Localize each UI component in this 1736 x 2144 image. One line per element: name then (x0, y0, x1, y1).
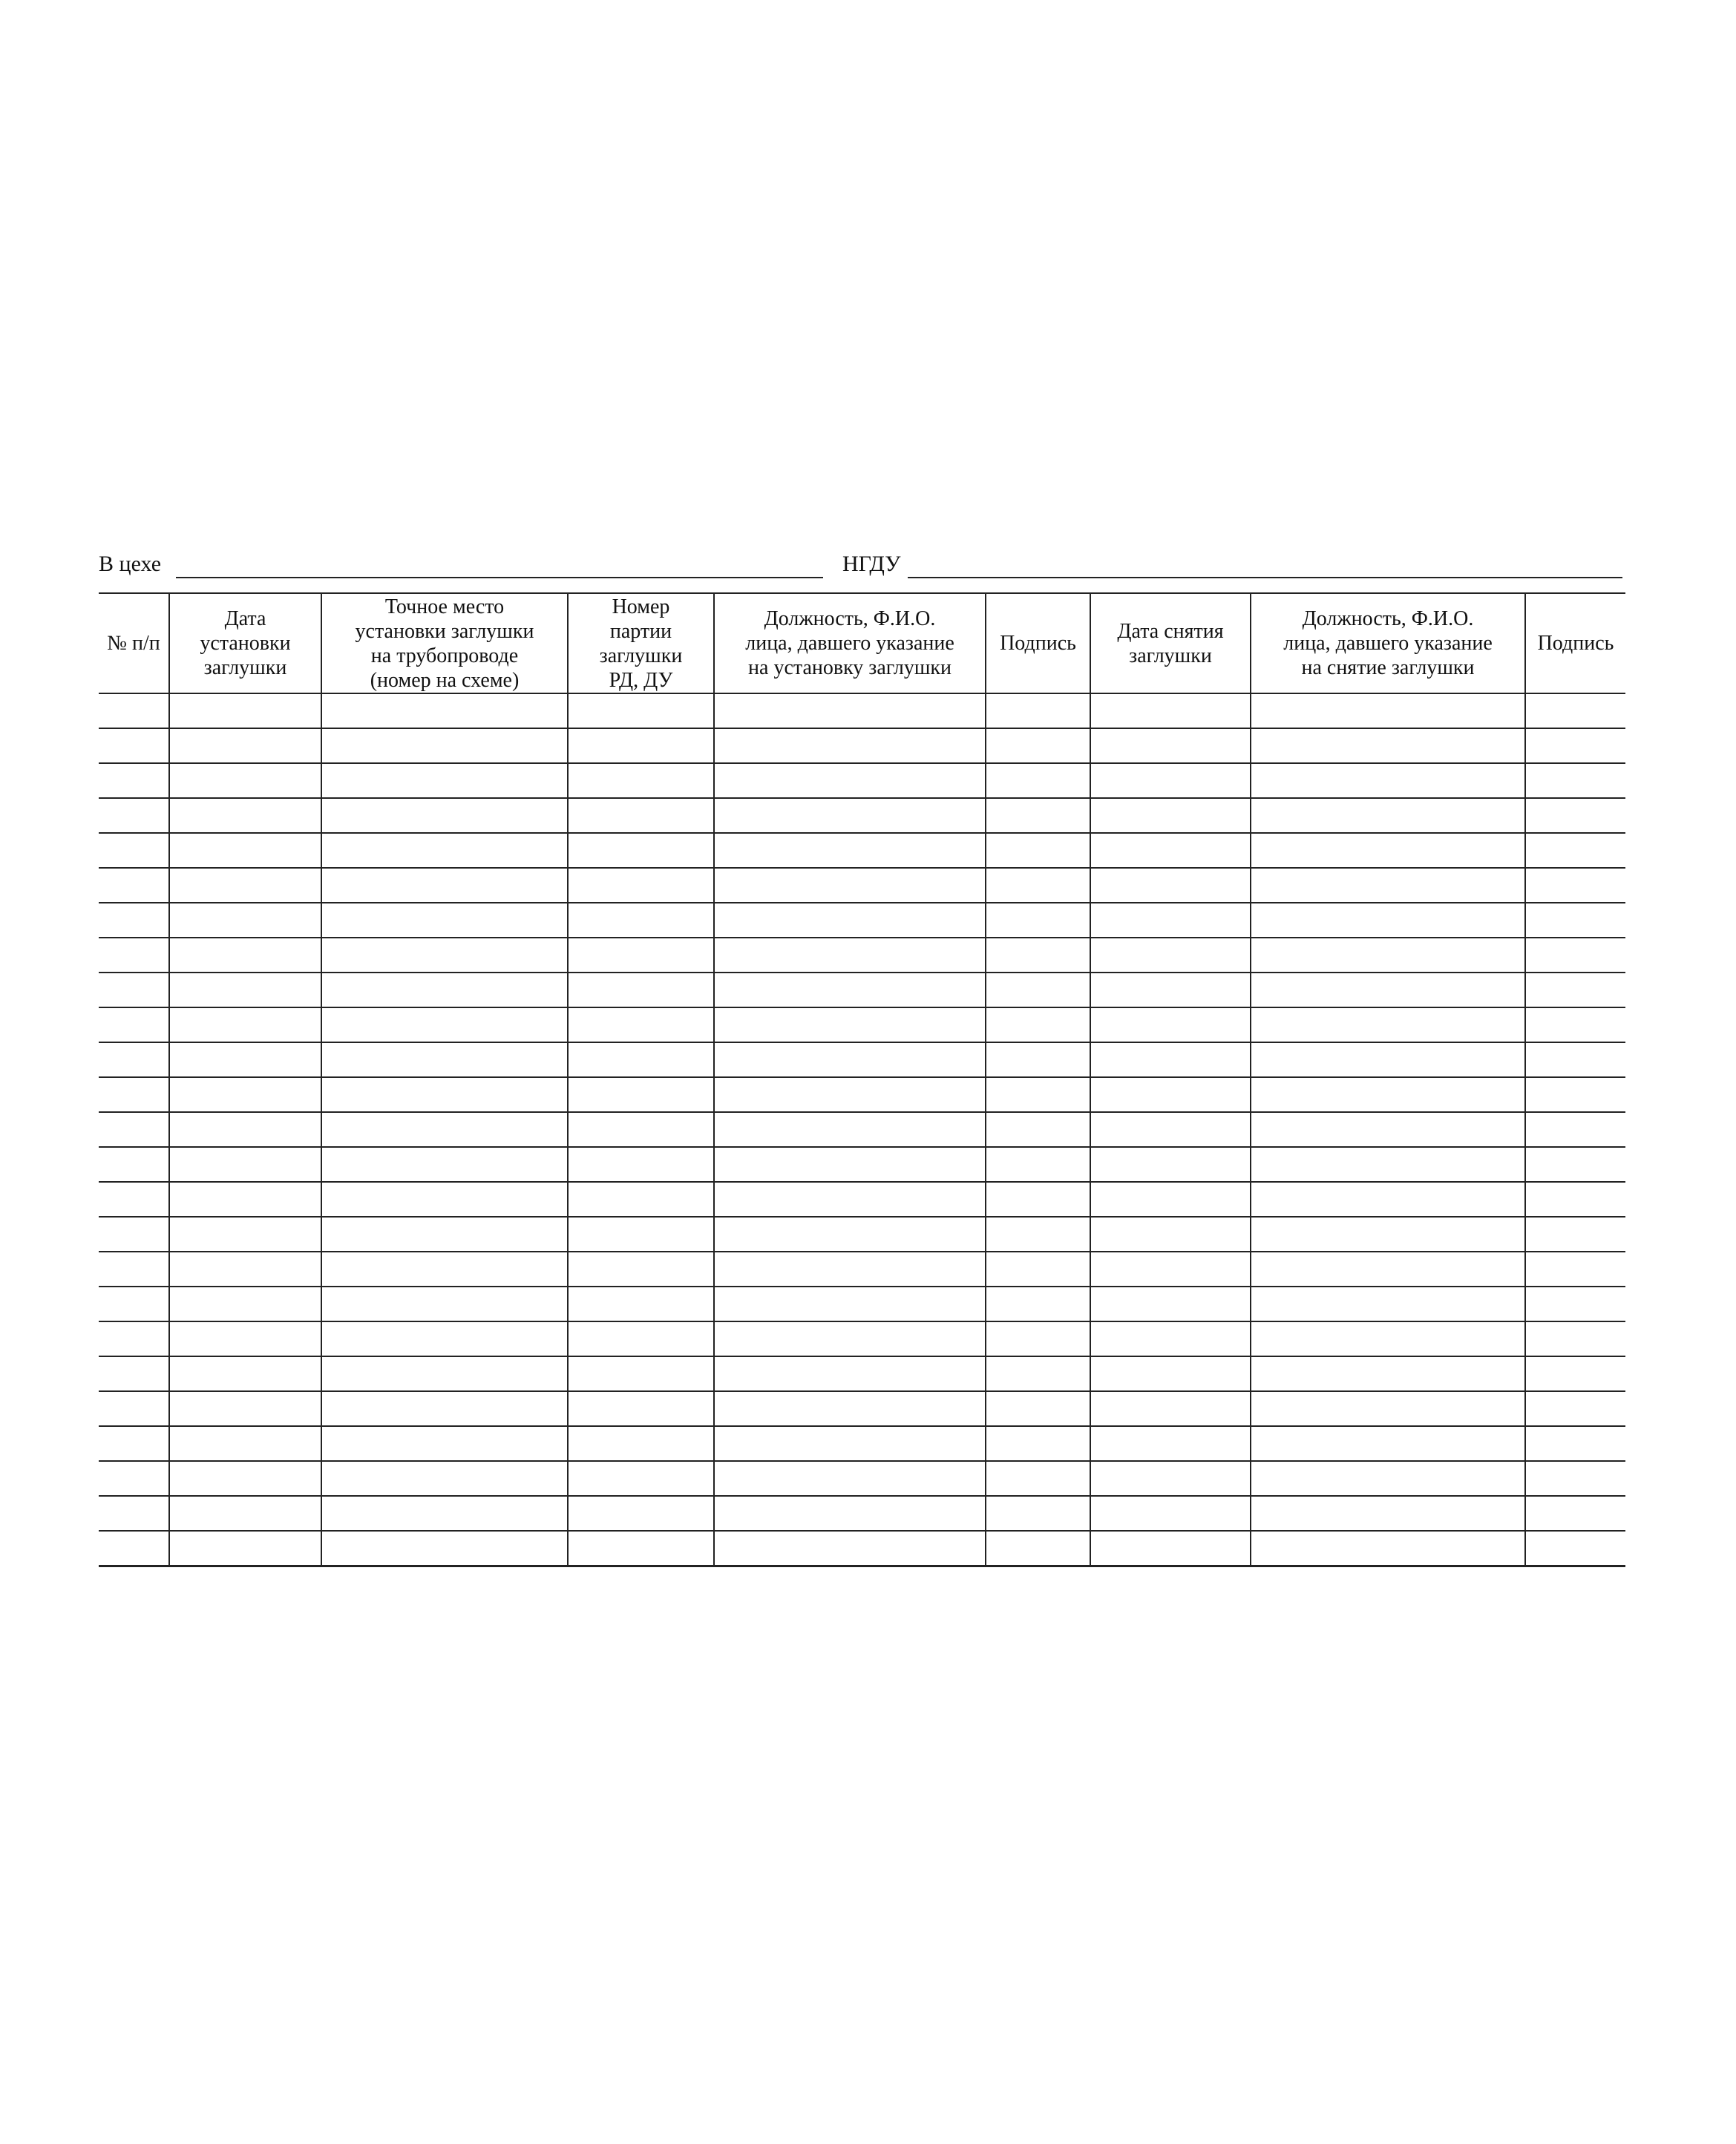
table-cell[interactable] (1525, 973, 1625, 1007)
header-line (99, 547, 1622, 584)
table-cell[interactable] (99, 1287, 169, 1321)
table-row (99, 1147, 1625, 1182)
table-cell[interactable] (321, 1287, 568, 1321)
table-cell[interactable] (1090, 1356, 1251, 1391)
table-row (99, 1077, 1625, 1112)
table-cell[interactable] (568, 903, 714, 938)
table-cell[interactable] (1090, 938, 1251, 973)
table-row (99, 938, 1625, 973)
table-cell[interactable] (99, 1461, 169, 1496)
table-cell[interactable] (169, 868, 321, 903)
table-cell[interactable] (986, 1147, 1090, 1182)
table-cell[interactable] (1090, 1461, 1251, 1496)
table-cell[interactable] (1251, 1461, 1525, 1496)
table-cell[interactable] (1251, 1182, 1525, 1217)
table-cell[interactable] (1090, 728, 1251, 763)
column-header-install-date: Дата установки заглушки (169, 593, 321, 693)
table-cell[interactable] (568, 1321, 714, 1356)
table-cell[interactable] (714, 1287, 986, 1321)
table-cell[interactable] (1525, 1356, 1625, 1391)
table-cell[interactable] (568, 1391, 714, 1426)
table-cell[interactable] (1090, 903, 1251, 938)
table-cell[interactable] (1251, 1287, 1525, 1321)
table-cell[interactable] (1525, 1147, 1625, 1182)
table-cell[interactable] (1251, 693, 1525, 728)
table-cell[interactable] (986, 1426, 1090, 1461)
table-cell[interactable] (1525, 1287, 1625, 1321)
table-cell[interactable] (169, 693, 321, 728)
table-cell[interactable] (99, 1042, 169, 1077)
table-cell[interactable] (1090, 1496, 1251, 1531)
table-cell[interactable] (321, 1426, 568, 1461)
table-row (99, 1112, 1625, 1147)
table-cell[interactable] (321, 1252, 568, 1287)
table-cell[interactable] (986, 938, 1090, 973)
table-row (99, 833, 1625, 868)
table-cell[interactable] (169, 1182, 321, 1217)
table-cell[interactable] (986, 763, 1090, 798)
table-cell[interactable] (99, 868, 169, 903)
table-cell[interactable] (99, 1391, 169, 1426)
table-row (99, 1531, 1625, 1566)
table-cell[interactable] (1251, 1217, 1525, 1252)
table-cell[interactable] (1090, 1287, 1251, 1321)
table-cell[interactable] (568, 1252, 714, 1287)
table-row (99, 903, 1625, 938)
table-cell[interactable] (1525, 833, 1625, 868)
workshop-field[interactable] (176, 549, 823, 578)
table-cell[interactable] (714, 1182, 986, 1217)
table-cell[interactable] (1525, 1182, 1625, 1217)
table-cell[interactable] (169, 938, 321, 973)
table-cell[interactable] (169, 798, 321, 833)
table-cell[interactable] (568, 1147, 714, 1182)
table-row (99, 1426, 1625, 1461)
table-cell[interactable] (169, 1426, 321, 1461)
table-cell[interactable] (321, 868, 568, 903)
table-cell[interactable] (714, 903, 986, 938)
table-cell[interactable] (1090, 1252, 1251, 1287)
table-cell[interactable] (169, 1252, 321, 1287)
table-cell[interactable] (321, 1531, 568, 1566)
table-cell[interactable] (321, 1007, 568, 1042)
table-cell[interactable] (1251, 1531, 1525, 1566)
table-cell[interactable] (986, 798, 1090, 833)
table-cell[interactable] (714, 1147, 986, 1182)
table-cell[interactable] (986, 1112, 1090, 1147)
table-cell[interactable] (1251, 1147, 1525, 1182)
table-cell[interactable] (1525, 1112, 1625, 1147)
table-cell[interactable] (321, 973, 568, 1007)
table-cell[interactable] (169, 1007, 321, 1042)
column-header-install-signature: Подпись (986, 593, 1090, 693)
table-cell[interactable] (1251, 973, 1525, 1007)
table-cell[interactable] (1090, 1147, 1251, 1182)
table-cell[interactable] (169, 1112, 321, 1147)
table-cell[interactable] (986, 1217, 1090, 1252)
table-cell[interactable] (99, 1531, 169, 1566)
table-cell[interactable] (714, 798, 986, 833)
table-cell[interactable] (568, 1356, 714, 1391)
table-cell[interactable] (99, 1321, 169, 1356)
table-cell[interactable] (714, 1426, 986, 1461)
table-cell[interactable] (714, 763, 986, 798)
table-cell[interactable] (1251, 1496, 1525, 1531)
table-row (99, 1007, 1625, 1042)
table-cell[interactable] (321, 938, 568, 973)
table-cell[interactable] (169, 763, 321, 798)
table-cell[interactable] (1525, 728, 1625, 763)
table-cell[interactable] (169, 1321, 321, 1356)
table-cell[interactable] (169, 1391, 321, 1426)
table-cell[interactable] (1090, 1007, 1251, 1042)
table-cell[interactable] (169, 728, 321, 763)
table-cell[interactable] (169, 1496, 321, 1531)
table-cell[interactable] (714, 1391, 986, 1426)
table-cell[interactable] (1251, 868, 1525, 903)
table-cell[interactable] (1525, 1391, 1625, 1426)
table-cell[interactable] (714, 833, 986, 868)
table-cell[interactable] (99, 1147, 169, 1182)
ngdu-field[interactable] (908, 549, 1622, 578)
table-row (99, 868, 1625, 903)
table-cell[interactable] (321, 1147, 568, 1182)
table-cell[interactable] (99, 798, 169, 833)
table-cell[interactable] (99, 973, 169, 1007)
table-cell[interactable] (714, 1531, 986, 1566)
table-cell[interactable] (1251, 1007, 1525, 1042)
table-cell[interactable] (714, 1461, 986, 1496)
table-cell[interactable] (1090, 763, 1251, 798)
table-cell[interactable] (1090, 693, 1251, 728)
table-cell[interactable] (169, 973, 321, 1007)
table-cell[interactable] (568, 1077, 714, 1112)
table-cell[interactable] (986, 1531, 1090, 1566)
table-cell[interactable] (321, 763, 568, 798)
table-row (99, 1356, 1625, 1391)
table-cell[interactable] (568, 693, 714, 728)
table-cell[interactable] (714, 1077, 986, 1112)
table-cell[interactable] (1090, 1042, 1251, 1077)
table-cell[interactable] (1525, 868, 1625, 903)
table-cell[interactable] (99, 1496, 169, 1531)
table-cell[interactable] (568, 1112, 714, 1147)
table-cell[interactable] (1525, 1217, 1625, 1252)
table-cell[interactable] (1525, 1042, 1625, 1077)
table-cell[interactable] (1525, 1252, 1625, 1287)
table-header-row (99, 593, 1625, 693)
table-cell[interactable] (986, 1287, 1090, 1321)
table-cell[interactable] (99, 1077, 169, 1112)
table-cell[interactable] (321, 1321, 568, 1356)
table-cell[interactable] (568, 1007, 714, 1042)
table-cell[interactable] (99, 1217, 169, 1252)
table-cell[interactable] (169, 1077, 321, 1112)
column-header-install-location: Точное место установки заглушки на трубопроводе (номер на схеме) (321, 593, 568, 693)
table-cell[interactable] (986, 903, 1090, 938)
table-cell[interactable] (1090, 833, 1251, 868)
table-cell[interactable] (169, 1042, 321, 1077)
table-cell[interactable] (568, 1182, 714, 1217)
table-row (99, 1217, 1625, 1252)
table-cell[interactable] (1525, 1077, 1625, 1112)
table-cell[interactable] (568, 868, 714, 903)
table-cell[interactable] (99, 1007, 169, 1042)
table-cell[interactable] (1090, 1217, 1251, 1252)
plug-journal-table (99, 592, 1625, 1567)
table-cell[interactable] (321, 1077, 568, 1112)
table-cell[interactable] (169, 1147, 321, 1182)
table-cell[interactable] (169, 1531, 321, 1566)
table-cell[interactable] (169, 833, 321, 868)
table-cell[interactable] (1525, 1496, 1625, 1531)
table-row (99, 763, 1625, 798)
table-cell[interactable] (714, 1356, 986, 1391)
table-cell[interactable] (568, 1496, 714, 1531)
column-header-batch-number: Номер партии заглушки РД, ДУ (568, 593, 714, 693)
column-header-removal-authorizer: Должность, Ф.И.О. лица, давшего указание на снятие заглушки (1251, 593, 1525, 693)
table-cell[interactable] (1525, 903, 1625, 938)
table-cell[interactable] (1525, 763, 1625, 798)
table-cell[interactable] (99, 938, 169, 973)
table-cell[interactable] (1525, 798, 1625, 833)
table-cell[interactable] (714, 1007, 986, 1042)
table-cell[interactable] (1090, 868, 1251, 903)
table-cell[interactable] (986, 1356, 1090, 1391)
table-cell[interactable] (1251, 798, 1525, 833)
table-cell[interactable] (1090, 798, 1251, 833)
table-row (99, 1461, 1625, 1496)
table-cell[interactable] (986, 1077, 1090, 1112)
table-cell[interactable] (1090, 1426, 1251, 1461)
table-cell[interactable] (1525, 1531, 1625, 1566)
table-cell[interactable] (714, 868, 986, 903)
table-cell[interactable] (1251, 1426, 1525, 1461)
table-cell[interactable] (99, 1182, 169, 1217)
table-cell[interactable] (321, 1356, 568, 1391)
table-row (99, 1042, 1625, 1077)
table-cell[interactable] (1090, 1112, 1251, 1147)
table-cell[interactable] (1525, 693, 1625, 728)
table-cell[interactable] (321, 1217, 568, 1252)
table-cell[interactable] (986, 1461, 1090, 1496)
table-cell[interactable] (714, 693, 986, 728)
table-cell[interactable] (714, 728, 986, 763)
table-cell[interactable] (169, 1356, 321, 1391)
table-cell[interactable] (986, 1496, 1090, 1531)
table-cell[interactable] (99, 693, 169, 728)
table-cell[interactable] (1251, 728, 1525, 763)
table-cell[interactable] (714, 1321, 986, 1356)
table-cell[interactable] (1090, 1391, 1251, 1426)
table-cell[interactable] (1251, 763, 1525, 798)
table-cell[interactable] (321, 1112, 568, 1147)
table-cell[interactable] (568, 1042, 714, 1077)
table-cell[interactable] (321, 1391, 568, 1426)
table-cell[interactable] (568, 833, 714, 868)
table-cell[interactable] (99, 763, 169, 798)
table-row (99, 1182, 1625, 1217)
table-cell[interactable] (1251, 938, 1525, 973)
table-cell[interactable] (1251, 903, 1525, 938)
table-cell[interactable] (99, 728, 169, 763)
table-cell[interactable] (321, 1496, 568, 1531)
table-cell[interactable] (986, 1252, 1090, 1287)
table-cell[interactable] (321, 693, 568, 728)
table-cell[interactable] (986, 973, 1090, 1007)
table-cell[interactable] (1090, 1321, 1251, 1356)
table-cell[interactable] (169, 1287, 321, 1321)
table-cell[interactable] (1090, 1531, 1251, 1566)
table-cell[interactable] (99, 1252, 169, 1287)
table-cell[interactable] (714, 1042, 986, 1077)
table-cell[interactable] (99, 1112, 169, 1147)
table-cell[interactable] (1251, 1112, 1525, 1147)
table-cell[interactable] (568, 728, 714, 763)
table-cell[interactable] (99, 1426, 169, 1461)
workshop-label: В цехе (99, 552, 162, 576)
table-cell[interactable] (714, 938, 986, 973)
table-cell[interactable] (321, 1182, 568, 1217)
table-cell[interactable] (986, 1042, 1090, 1077)
table-cell[interactable] (986, 693, 1090, 728)
table-cell[interactable] (714, 1112, 986, 1147)
table-row (99, 1496, 1625, 1531)
table-row (99, 728, 1625, 763)
table-cell[interactable] (986, 728, 1090, 763)
table-cell[interactable] (986, 1007, 1090, 1042)
ngdu-label: НГДУ (842, 552, 901, 576)
table-cell[interactable] (568, 1531, 714, 1566)
table-cell[interactable] (1525, 938, 1625, 973)
table-cell[interactable] (99, 1356, 169, 1391)
table-cell[interactable] (1090, 973, 1251, 1007)
table-cell[interactable] (1090, 1182, 1251, 1217)
table-cell[interactable] (321, 833, 568, 868)
table-row (99, 1287, 1625, 1321)
table-row (99, 1252, 1625, 1287)
table-cell[interactable] (99, 903, 169, 938)
column-header-removal-signature: Подпись (1525, 593, 1625, 693)
table-cell[interactable] (568, 1426, 714, 1461)
table-cell[interactable] (169, 903, 321, 938)
table-cell[interactable] (321, 1461, 568, 1496)
table-cell[interactable] (714, 973, 986, 1007)
table-cell[interactable] (1525, 1007, 1625, 1042)
table-body (99, 693, 1625, 1566)
table-cell[interactable] (1251, 1356, 1525, 1391)
table-cell[interactable] (1090, 1077, 1251, 1112)
table-cell[interactable] (986, 1321, 1090, 1356)
table-cell[interactable] (1251, 1077, 1525, 1112)
table-cell[interactable] (321, 798, 568, 833)
table-cell[interactable] (568, 1287, 714, 1321)
table-cell[interactable] (1525, 1461, 1625, 1496)
table-cell[interactable] (99, 833, 169, 868)
table-cell[interactable] (714, 1217, 986, 1252)
table-cell[interactable] (1251, 833, 1525, 868)
table-row (99, 693, 1625, 728)
table-cell[interactable] (568, 973, 714, 1007)
table-cell[interactable] (169, 1217, 321, 1252)
table-cell[interactable] (986, 1391, 1090, 1426)
table-cell[interactable] (1251, 1321, 1525, 1356)
table-cell[interactable] (1525, 1426, 1625, 1461)
column-header-install-authorizer: Должность, Ф.И.О. лица, давшего указание на установку заглушки (714, 593, 986, 693)
table-row (99, 973, 1625, 1007)
table-cell[interactable] (169, 1461, 321, 1496)
table-cell[interactable] (1251, 1042, 1525, 1077)
table-cell[interactable] (714, 1496, 986, 1531)
table-cell[interactable] (714, 1252, 986, 1287)
table-cell[interactable] (321, 728, 568, 763)
table-cell[interactable] (568, 1217, 714, 1252)
table-cell[interactable] (1251, 1391, 1525, 1426)
table-cell[interactable] (568, 938, 714, 973)
table-cell[interactable] (986, 868, 1090, 903)
table-cell[interactable] (568, 763, 714, 798)
table-row (99, 1391, 1625, 1426)
table-cell[interactable] (1251, 1252, 1525, 1287)
table-cell[interactable] (986, 833, 1090, 868)
table-cell[interactable] (568, 798, 714, 833)
table-cell[interactable] (321, 903, 568, 938)
table-cell[interactable] (986, 1182, 1090, 1217)
table-cell[interactable] (1525, 1321, 1625, 1356)
column-header-removal-date: Дата снятия заглушки (1090, 593, 1251, 693)
table-cell[interactable] (321, 1042, 568, 1077)
table-row (99, 1321, 1625, 1356)
table-cell[interactable] (568, 1461, 714, 1496)
table-row (99, 798, 1625, 833)
column-header-number: № п/п (99, 593, 169, 693)
